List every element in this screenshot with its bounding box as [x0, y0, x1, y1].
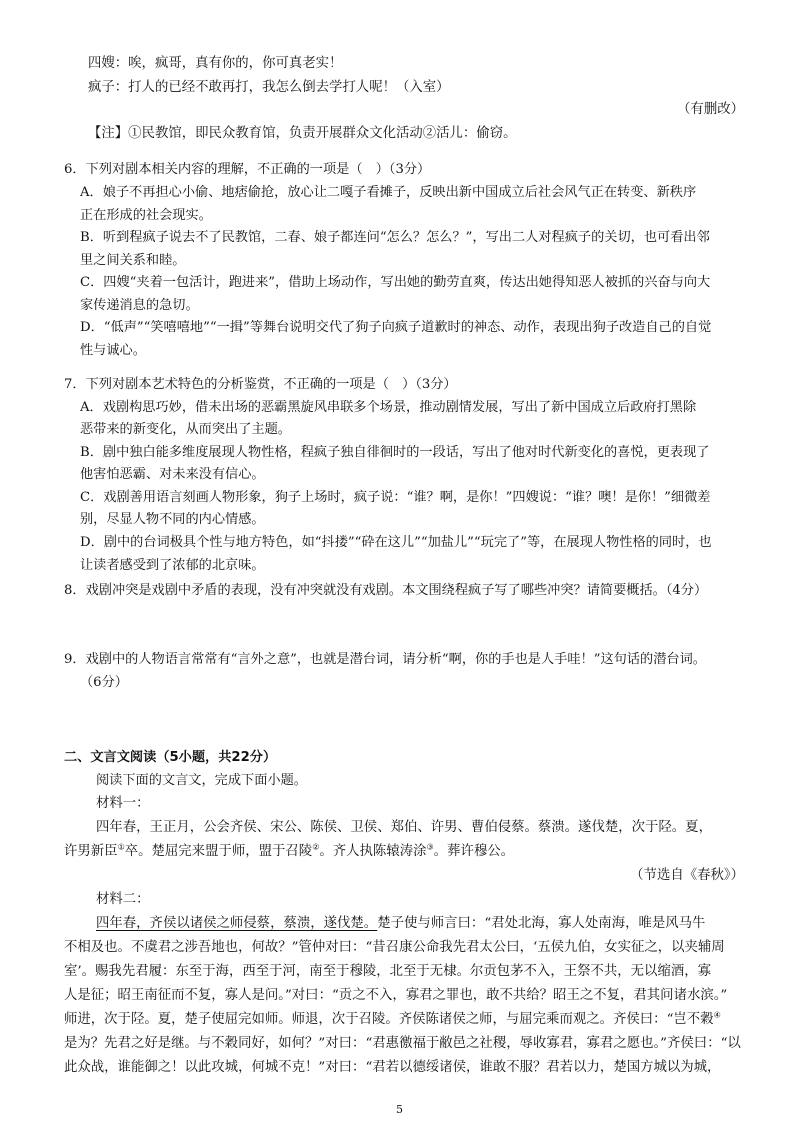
material-1-label: 材料一：	[96, 796, 150, 811]
page-number: 5	[396, 1103, 403, 1116]
question-9-points: （6分）	[80, 675, 128, 690]
section-2-title: 二、文言文阅读（5小题，共22分）	[64, 750, 277, 765]
material-2-line-3: 室’。赐我先君履：东至于海，西至于河，南至于穆陵，北至于无棣。尔贡包茅不入，王祭不共，无以缩酒，寡	[64, 964, 712, 979]
material-2-line-7: 此众战，谁能御之！以此攻城，何城不克！”对曰：“君若以德绥诸侯，谁敢不服？君若以力，楚国方城以为城，	[64, 1060, 721, 1075]
question-6-stem: 6．下列对剧本相关内容的理解，不正确的一项是（ ）（3分）	[64, 162, 431, 177]
material-2-label: 材料二：	[96, 892, 150, 907]
material-2-line-5: 师进，次于陉。夏，楚子使屈完如师。师退，次于召陵。齐侯陈诸侯之师，与屈完乘而观之。齐侯曰：“岂不穀④	[64, 1010, 721, 1027]
material-1-line-2: 许男新臣①卒。楚屈完来盟于师，盟于召陵②。齐人执陈辕涛涂③。葬许穆公。	[64, 842, 515, 859]
material-1-line-1: 四年春，王正月，公会齐侯、宋公、陈侯、卫侯、郑伯、许男、曹伯侵蔡。蔡溃。遂伐楚，次于陉。夏，	[96, 820, 712, 835]
q6-option-a-cont: 正在形成的社会现实。	[80, 208, 212, 223]
q7-option-b: B．剧中独白能多维度展现人物性格，程疯子独自徘徊时的一段话，写出了他对时代新变化的喜悦，更表现了	[80, 445, 710, 460]
material-2-line-2: 不相及也。不虞君之涉吾地也，何故？”管仲对曰：“昔召康公命我先君太公曰，‘五侯九伯，女实征之，以夹辅周	[64, 940, 725, 955]
q6-option-b: B．听到程疯子说去不了民教馆，二春、娘子都连问“怎么？怎么？”，写出二人对程疯子的关切，也可看出邻	[80, 230, 710, 245]
question-9: 9．戏剧中的人物语言常常有“言外之意”，也就是潜台词，请分析“啊，你的手也是人手哇！”这句话的潜台词。	[64, 652, 706, 667]
question-7-stem: 7．下列对剧本艺术特色的分析鉴赏，不正确的一项是（ ）（3分）	[64, 377, 457, 392]
q7-option-c: C．戏剧善用语言刻画人物形象，狗子上场时，疯子说：“谁？啊，是你！”四嫂说：“谁？噢！是你！”细微差	[80, 490, 711, 505]
annotation-note: 【注】①民教馆，即民众教育馆，负责开展群众文化活动②活儿：偷窃。	[88, 126, 517, 141]
q7-option-b-cont: 他害怕恶霸、对未来没有信心。	[80, 467, 265, 482]
q6-option-a: A．娘子不再担心小偷、地痞偷抢，放心让二嘎子看摊子，反映出新中国成立后社会风气正在转变、新秩序	[80, 185, 697, 200]
underlined-sentence: 四年春，齐侯以诸侯之师侵蔡，蔡溃，遂伐楚。	[96, 916, 378, 931]
dialogue-line-1: 四嫂：唉，疯哥，真有你的，你可真老实！	[88, 56, 343, 71]
section-2-intro: 阅读下面的文言文，完成下面小题。	[96, 773, 307, 788]
text-source: （有删改）	[677, 102, 744, 117]
q6-option-b-cont: 里之间关系和睦。	[80, 253, 186, 268]
material-2-line-4: 人是征；昭王南征而不复，寡人是问。”对曰：“贡之不入，寡君之罪也，敢不共给？昭王之不复，君其问诸水滨。”	[64, 988, 728, 1003]
q7-option-a: A．戏剧构思巧妙，借未出场的恶霸黑旋风串联多个场景，推动剧情发展，写出了新中国成立后政府打黑除	[80, 400, 697, 415]
q6-option-c: C．四嫂“夹着一包活计，跑进来”，借助上场动作，写出她的勤劳直爽，传达出她得知恶人被抓的兴奋与向大	[80, 275, 711, 290]
q7-option-d-cont: 让读者感受到了浓郁的北京味。	[80, 558, 265, 573]
q7-option-c-cont: 别，尽显人物不同的内心情感。	[80, 512, 265, 527]
q7-option-d: D．剧中的台词极具个性与地方特色，如“抖搂”“砕在这儿”“加盐儿”“玩完了”等，在展现人物性格的同时，也	[80, 535, 712, 550]
q6-option-c-cont: 家传递消息的急切。	[80, 298, 199, 313]
material-1-source: （节选自《春秋》）	[630, 868, 744, 883]
q6-option-d: D．“低声”“笑嘻嘻地”“一揖”等舞台说明交代了狗子向疯子道歉时的神态、动作，表现出狗子改造自己的自觉	[80, 320, 712, 335]
q6-option-d-cont: 性与诚心。	[80, 343, 146, 358]
material-2-line-1: 四年春，齐侯以诸侯之师侵蔡，蔡溃，遂伐楚。楚子使与师言曰：“君处北海，寡人处南海，唯是风马牛	[96, 916, 706, 931]
question-8: 8．戏剧冲突是戏剧中矛盾的表现，没有冲突就没有戏剧。本文围绕程疯子写了哪些冲突？请简要概括。（4分）	[64, 583, 708, 598]
q7-option-a-cont: 恶带来的新变化，从而突出了主题。	[80, 422, 291, 437]
dialogue-line-2: 疯子：打人的已经不敢再打，我怎么倒去学打人呢！（入室）	[88, 80, 450, 95]
material-2-line-6: 是为？先君之好是继。与不穀同好，如何？”对曰：“君惠徼福于敝邑之社稷，辱收寡君，寡君之愿也。”齐侯曰：“以	[64, 1036, 741, 1051]
